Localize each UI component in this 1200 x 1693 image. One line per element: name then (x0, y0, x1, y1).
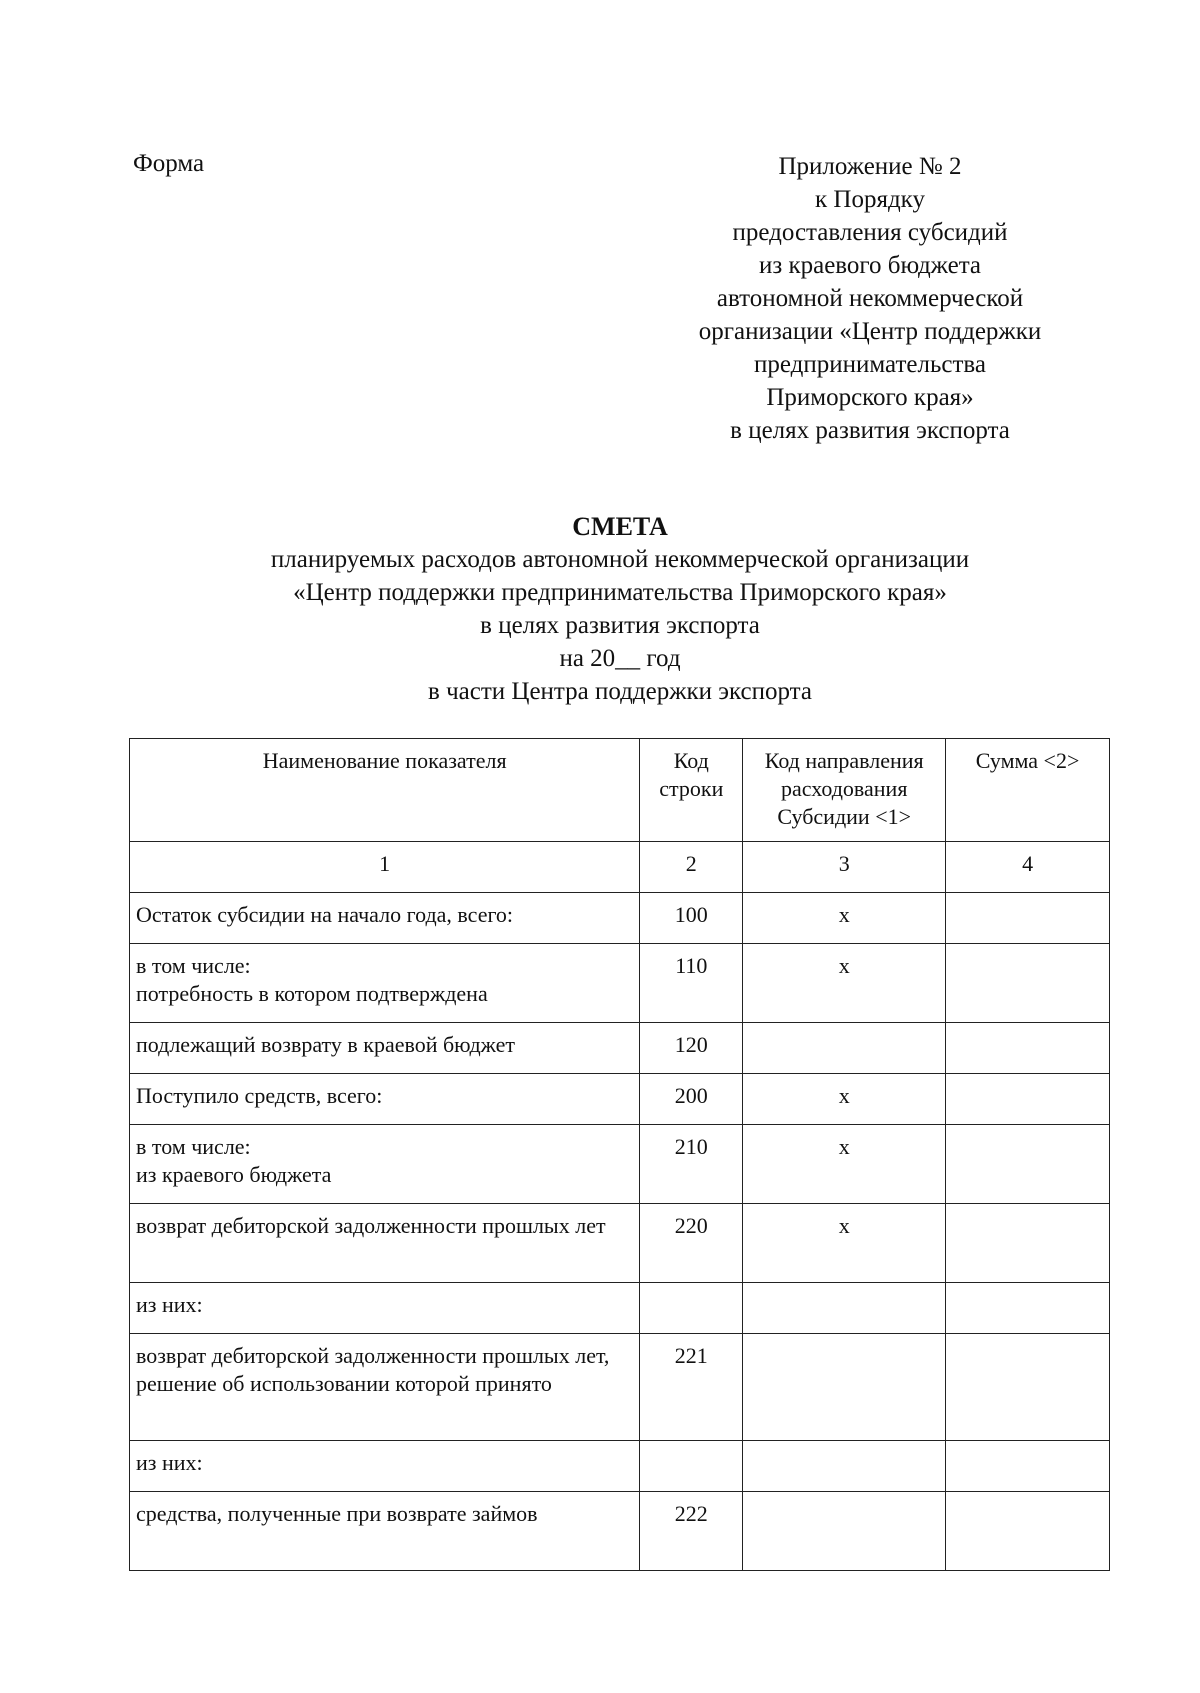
sum-cell (946, 1283, 1110, 1334)
appendix-line: к Порядку (815, 186, 925, 213)
appendix-line: предоставления субсидий (732, 219, 1008, 246)
table-row (130, 944, 1110, 1023)
line-code-cell: 222 (640, 1492, 743, 1571)
indicator-name-cell: из них: (130, 1283, 640, 1334)
direction-code-cell (743, 1283, 946, 1334)
title-line: на 20__ год (559, 645, 681, 672)
direction-code-cell: х (743, 1204, 946, 1283)
indicator-name-cell: подлежащий возврату в краевой бюджет (130, 1023, 640, 1074)
sum-cell (946, 1023, 1110, 1074)
document-title: СМЕТА (572, 512, 668, 541)
sum-cell (946, 944, 1110, 1023)
indicator-name-cell: в том числе: из краевого бюджета (130, 1125, 640, 1204)
direction-code-cell: х (743, 944, 946, 1023)
table-row (130, 1334, 1110, 1441)
table-body (130, 893, 1110, 1571)
line-code-cell (640, 1441, 743, 1492)
direction-code-cell: х (743, 1125, 946, 1204)
column-number: 1 (130, 842, 640, 893)
column-number: 3 (743, 842, 946, 893)
direction-code-cell (743, 1023, 946, 1074)
line-code-cell: 220 (640, 1204, 743, 1283)
direction-code-cell (743, 1441, 946, 1492)
header-sum: Сумма <2> (946, 739, 1110, 842)
appendix-line: автономной некоммерческой (716, 285, 1024, 312)
appendix-line: Приложение № 2 (778, 153, 962, 180)
title-line: «Центр поддержки предпринимательства Приморского края» (293, 579, 947, 606)
indicator-name-cell: возврат дебиторской задолженности прошлых лет, решение об использовании которой принято (130, 1334, 640, 1441)
indicator-name-cell: Остаток субсидии на начало года, всего: (130, 893, 640, 944)
direction-code-cell (743, 1334, 946, 1441)
table-row (130, 893, 1110, 944)
sum-cell (946, 1334, 1110, 1441)
line-code-cell: 210 (640, 1125, 743, 1204)
title-line: в части Центра поддержки экспорта (428, 678, 812, 705)
appendix-line: в целях развития экспорта (730, 417, 1010, 444)
direction-code-cell: х (743, 893, 946, 944)
appendix-line: предпринимательства (754, 351, 986, 378)
line-code-cell: 110 (640, 944, 743, 1023)
direction-code-cell: х (743, 1074, 946, 1125)
table-row (130, 1074, 1110, 1125)
sum-cell (946, 1441, 1110, 1492)
table-row (130, 1023, 1110, 1074)
header-direction-code: Код направления расходования Субсидии <1> (743, 739, 946, 842)
estimate-table (129, 738, 1110, 1571)
indicator-name-cell: в том числе: потребность в котором подтверждена (130, 944, 640, 1023)
line-code-cell: 221 (640, 1334, 743, 1441)
appendix-line: из краевого бюджета (758, 252, 982, 279)
line-code-cell: 200 (640, 1074, 743, 1125)
title-line: планируемых расходов автономной некоммерческой организации (270, 546, 970, 573)
sum-cell (946, 1125, 1110, 1204)
table-row (130, 1204, 1110, 1283)
header-line-code: Код строки (640, 739, 743, 842)
sum-cell (946, 1074, 1110, 1125)
column-number: 4 (946, 842, 1110, 893)
table-row (130, 1283, 1110, 1334)
appendix-reference (640, 150, 1100, 447)
sum-cell (946, 1492, 1110, 1571)
line-code-cell (640, 1283, 743, 1334)
appendix-line: организации «Центр поддержки (698, 318, 1042, 345)
line-code-cell: 120 (640, 1023, 743, 1074)
table-row (130, 1441, 1110, 1492)
indicator-name-cell: из них: (130, 1441, 640, 1492)
document-title-block (0, 510, 1200, 708)
table-row (130, 1125, 1110, 1204)
sum-cell (946, 893, 1110, 944)
appendix-line: Приморского края» (766, 384, 974, 411)
form-label: Форма (133, 150, 205, 177)
column-number-row (130, 842, 1110, 893)
indicator-name-cell: возврат дебиторской задолженности прошлых лет (130, 1204, 640, 1283)
sum-cell (946, 1204, 1110, 1283)
indicator-name-cell: Поступило средств, всего: (130, 1074, 640, 1125)
direction-code-cell (743, 1492, 946, 1571)
table-row (130, 1492, 1110, 1571)
table-header-row (130, 739, 1110, 842)
column-number: 2 (640, 842, 743, 893)
line-code-cell: 100 (640, 893, 743, 944)
title-line: в целях развития экспорта (480, 612, 760, 639)
indicator-name-cell: средства, полученные при возврате займов (130, 1492, 640, 1571)
header-indicator-name: Наименование показателя (130, 739, 640, 842)
